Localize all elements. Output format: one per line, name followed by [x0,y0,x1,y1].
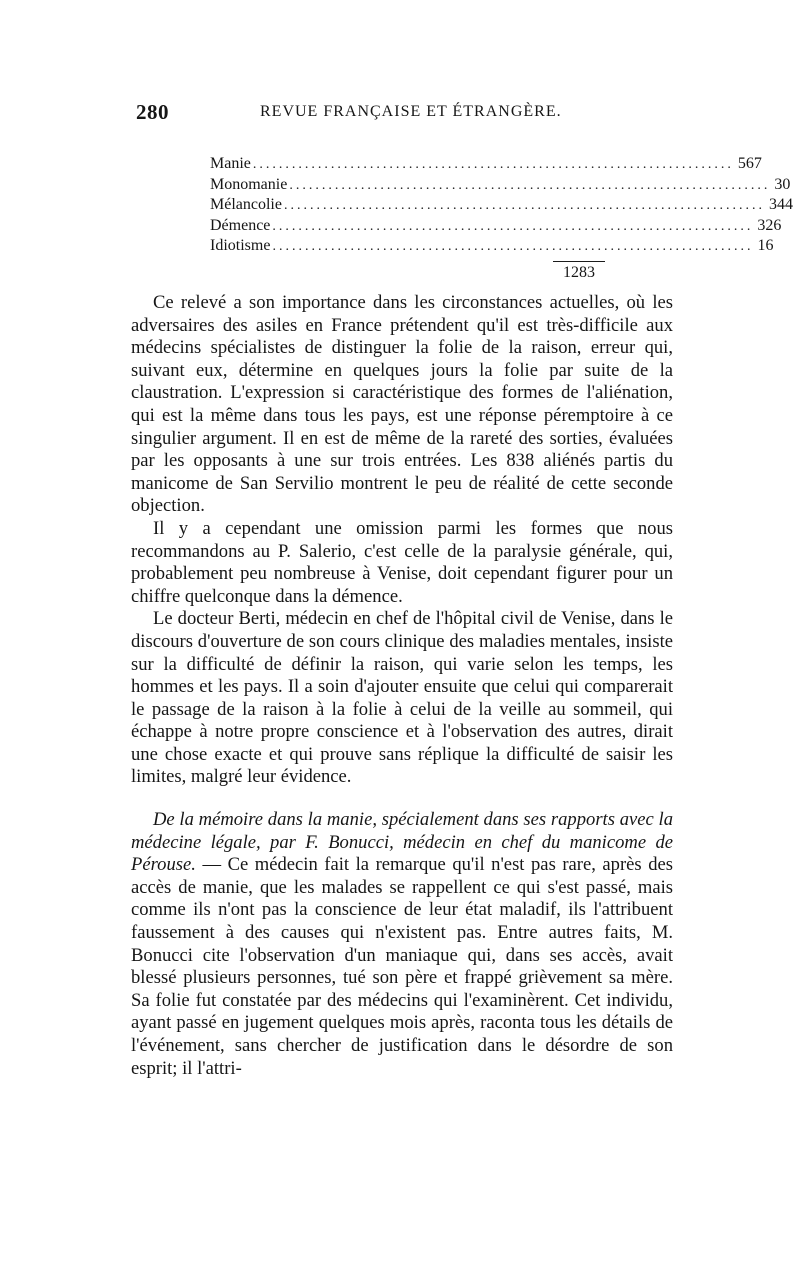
stat-row-demence [210,216,782,237]
paragraph: Ce relevé a son importance dans les circonstances actuelles, où les adversaires des asiles en France prétendent qu'il est très-difficile aux médecins spécialistes de distinguer la folie de la raison, erreur qui, suivant eux, détermine en quelques jours la folie par suite de la claustration. L'expression si caractéristique des formes de l'aliénation, qui est la même dans tous les pays, est une réponse péremptoire à ce singulier argument. Il en est de même de la rareté des sorties, évaluées par les opposants à une sur trois entrées. Les 838 aliénés partis du manicome de San Servilio montrent le peu de réalité de cette seconde objection. [131,292,673,517]
dot-leader: .......................................................................... [252,157,734,172]
stat-label: Démence [210,216,271,234]
dot-leader: .......................................................................... [289,177,771,193]
statistics-table [210,154,793,283]
paragraph-continuation: — Ce médecin fait la remarque qu'il n'est pas rare, après des accès de manie, que les malades se rappellent ce qui s'est passé, mais comme ils n'ont pas la conscience de leur état maladif, ils l'attribuent faussement à des causes qui n'existent pas. Entre autres faits, M. Bonucci cite l'observation d'un maniaque qui, dans ses accès, avait blessé plusieurs personnes, tué son père et frappé grièvement sa mère. Sa folie fut constatée par des médecins qui l'examinèrent. Cet individu, ayant passé en jugement quelques mois après, raconta tous les détails de l'événement, sans chercher de justification dans le désordre de son esprit; il l'attri- [131,854,673,1079]
stat-value: 326 [757,216,782,234]
statistics-total: 1283 [563,263,595,281]
paragraph-section-review [131,809,673,1080]
paragraph: Le docteur Berti, médecin en chef de l'hôpital civil de Venise, dans le discours d'ouverture de son cours clinique des maladies mentales, insiste sur la difficulté de définir la raison, qui varie selon les temps, les hommes et les pays. Il a soin d'ajouter ensuite que celui qui comparerait le passage de la raison à la folie à celui de la veille au sommeil, qui échappe à notre propre conscience et à l'observation des autres, dirait une chose exacte et qui prouve sans réplique la difficulté de saisir les limites, malgré leur évidence. [131,608,673,788]
article-citation: De la mémoire dans la manie, spécialement dans ses rapports avec la médecine légale, par F. Bonucci, médecin en chef du manicome de Pérouse. [131,809,673,876]
stat-row-melancolie [210,195,793,216]
dot-leader: .......................................................................... [283,198,765,213]
stat-row-monomanie [210,175,791,196]
page-header [130,100,672,128]
body-text [131,292,673,1080]
stat-label: Monomanie [210,175,288,193]
stat-value: 344 [768,196,793,213]
stat-label: Mélancolie [210,196,282,213]
stat-label: Manie [210,155,251,172]
stat-label: Idiotisme [210,237,271,254]
stat-value: 567 [737,155,762,172]
stat-value: 16 [757,237,774,254]
dot-leader: .......................................................................... [272,239,754,254]
stat-row-manie [210,154,762,175]
running-title: REVUE FRANÇAISE ET ÉTRANGÈRE. [260,103,562,120]
paragraph: Il y a cependant une omission parmi les formes que nous recommandons au P. Salerio, c'est celle de la paralysie générale, qui, probablement peu nombreuse à Venise, doit cependant figurer pour un chiffre quelconque dans la démence. [131,517,673,607]
stat-value: 30 [774,175,791,193]
dot-leader: .......................................................................... [272,218,754,234]
stat-row-idiotisme [210,236,774,257]
page-number: 280 [136,100,169,124]
